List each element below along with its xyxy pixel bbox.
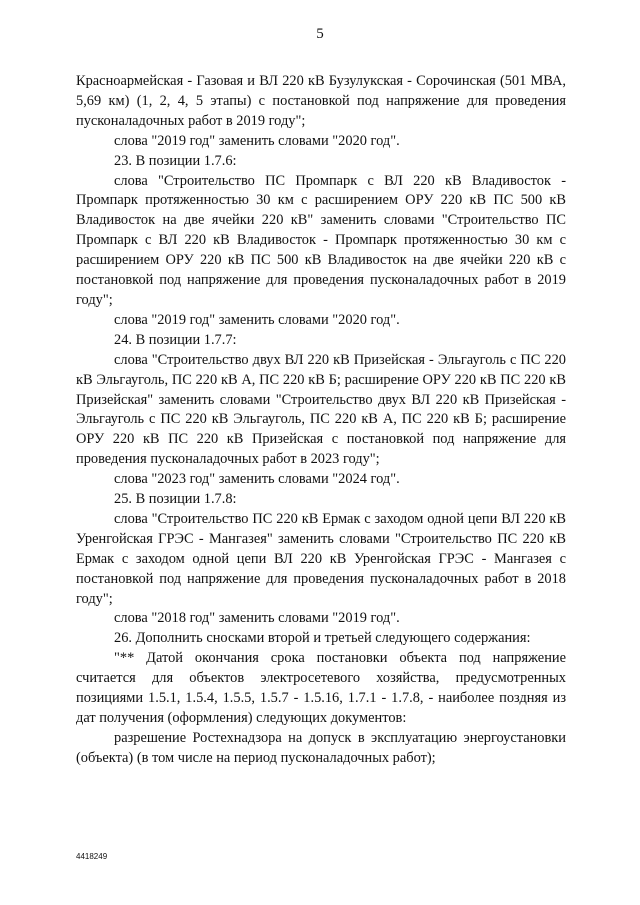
- document-body: [76, 72, 566, 769]
- paragraph: 23. В позиции 1.7.6:: [114, 152, 237, 169]
- paragraph: слова "2019 год" заменить словами "2020 год".: [114, 132, 400, 149]
- document-id: 4418249: [76, 852, 108, 861]
- paragraph: Красноармейская - Газовая и ВЛ 220 кВ Бузулукская - Сорочинская (501 МВА, 5,69 км) (1, 2, 4, 5 этапы) с постановкой под напряжение для проведения пусконаладочных работ в 2019 году";: [76, 73, 566, 129]
- paragraph: 25. В позиции 1.7.8:: [114, 491, 237, 508]
- paragraph: "** Датой окончания срока постановки объекта под напряжение считается для объектов электросетевого хозяйства, предусмотренных позициями 1.5.1, 1.5.4, 1.5.5, 1.5.7 - 1.5.16, 1.7.1 - 1.7.8, - наиболее поздняя из дат получения (оформления) следующих документов:: [76, 650, 566, 726]
- paragraph: разрешение Ростехнадзора на допуск в эксплуатацию энергоустановки (объекта) (в том числе на период пусконаладочных работ);: [76, 729, 566, 766]
- paragraph: слова "Строительство ПС 220 кВ Ермак с заходом одной цепи ВЛ 220 кВ Уренгойская ГРЭС - Мангазея" заменить словами "Строительство ПС 220 кВ Ермак с заходом одной цепи ВЛ 220 кВ Уренгойская ГРЭС - Мангазея с постановкой под напряжение для проведения пусконаладочных работ в 2018 году";: [76, 510, 566, 607]
- paragraph: слова "Строительство двух ВЛ 220 кВ Призейская - Эльгауголь с ПС 220 кВ Эльгауголь, ПС 220 кВ А, ПС 220 кВ Б; расширение ОРУ 220 кВ ПС 220 кВ Призейская" заменить словами "Строительство двух ВЛ 220 кВ Призейская - Эльгауголь с ПС 220 кВ Эльгауголь, ПС 220 кВ А, ПС 220 кВ Б; расширение ОРУ 220 кВ ПС 220 кВ Призейская с постановкой под напряжение для проведения пусконаладочных работ в 2023 году";: [76, 351, 566, 468]
- paragraph: 26. Дополнить сносками второй и третьей следующего содержания:: [114, 630, 531, 647]
- paragraph: слова "Строительство ПС Промпарк с ВЛ 220 кВ Владивосток - Промпарк протяженностью 30 км с расширением ОРУ 220 кВ ПС 500 кВ Владивосток на две ячейки 220 кВ" заменить словами "Строительство ПС Промпарк с ВЛ 220 кВ Владивосток - Промпарк протяженностью 30 км с расширением ОРУ 220 кВ ПС 500 кВ Владивосток на две ячейки 220 кВ с постановкой под напряжение для проведения пусконаладочных работ в 2019 году";: [76, 172, 566, 308]
- paragraph: слова "2023 год" заменить словами "2024 год".: [114, 471, 400, 488]
- page-number: 5: [316, 26, 324, 42]
- paragraph: 24. В позиции 1.7.7:: [114, 331, 237, 348]
- paragraph: слова "2018 год" заменить словами "2019 год".: [114, 610, 400, 627]
- paragraph: слова "2019 год" заменить словами "2020 год".: [114, 311, 400, 328]
